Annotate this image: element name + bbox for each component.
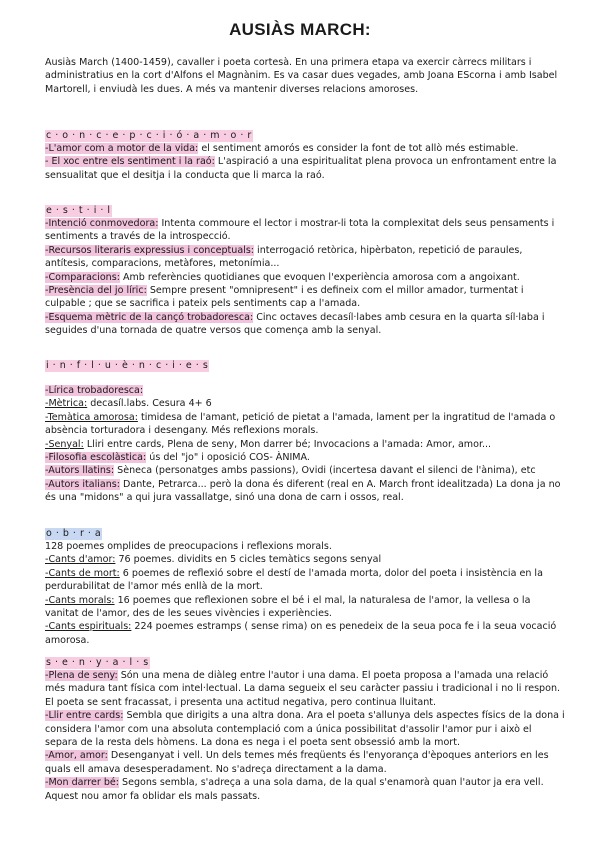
item-term: - El xoc entre els sentiment i la raó:: [45, 156, 215, 168]
list-item: [45, 464, 565, 477]
item-text: Són una mena de diàleg entre l'autor i una dama. El poeta proposa a l'amada una relació més madura tant física com intel·lectual. La dama segueix el seu caràcter passiu i tradicional i no li respon. El poeta se sent fracassat, i presenta una actitud negativa, pero continua lluitant.: [45, 670, 561, 708]
item-text: L'aspiració a una espiritualitat plena provoca un enfrontament entre la sensualitat que el desitja i la conducta que li marca la raó.: [45, 156, 557, 181]
item-term: -Intenció conmovedora:: [45, 218, 159, 229]
section-obra: [45, 521, 565, 647]
item-term: -Esquema mètric de la cançó trobadoresca:: [45, 311, 254, 323]
intro-paragraph: Ausiàs March (1400-1459), cavaller i poeta cortesà. En una primera etapa va exercir càrrecs militars i administratius en la cort d'Alfons el Magnànim. Es va casar dues vegades, amb Joana EScorna i amb Isabel Martorell, i enviudà les dues. A més va mantenir diverses relacions amoroses.: [45, 57, 558, 95]
item-text: ús del "jo" i oposició COS- ÀNIMA.: [146, 452, 310, 464]
list-item: [45, 620, 565, 647]
item-text: interrogació retòrica, hipèrbaton, repetició de paraules, antítesis, comparacions, metàfores, metonímia...: [45, 244, 523, 270]
list-item: [45, 567, 565, 594]
item-term: -Filosofia escolàstica:: [45, 452, 147, 464]
item-text: timidesa de l'amant, petició de pietat a l'amada, lament per la ingratitud de l'amada o absència torturadora i desengany. Més reflexions morals.: [45, 411, 556, 437]
list-item: [45, 217, 565, 244]
item-term: -Mon darrer bé:: [45, 777, 119, 789]
item-text: Sempre present "omnipresent" i es defineix com el millor amador, turmentat i culpable ; que se sacrifica i pateix pels sentiments cap a l'amada.: [45, 285, 524, 310]
section-estil: [45, 198, 565, 338]
item-text: Sèneca (personatges ambs passions), Ovidi (incertesa davant el silenci de l'ànima), etc: [114, 465, 536, 477]
list-item: [45, 397, 565, 410]
list-item: [45, 155, 565, 182]
list-item: [45, 749, 565, 776]
item-text: Intenta commoure el lector i mostrar-li tota la complexitat dels seus pensaments i sentiments a través de la introspecció.: [45, 218, 555, 243]
list-item: [45, 438, 565, 451]
item-text: Cinc octaves decasíl·labes amb cesura en la quarta síl·laba i seguides d'una tornada de quatre versos que comença amb la senyal.: [45, 311, 545, 337]
item-text: el sentiment amorós es consider la font de tot allò més estimable.: [198, 143, 519, 154]
item-text: 224 poemes estramps ( sense rima) on es penedeix de la seua poca fe i la seua vocació amorosa.: [45, 621, 557, 646]
page-title: AUSIÀS MARCH:: [229, 20, 371, 39]
item-term: -Amor, amor:: [45, 750, 108, 762]
item-term: -Presència del jo líric:: [45, 285, 147, 297]
item-term: -Senyal:: [45, 438, 84, 450]
list-item: [45, 384, 565, 397]
section-heading: o · b · r · a: [46, 528, 102, 539]
section-heading: e · s · t · i · l: [46, 205, 111, 216]
item-term: -Autors italians:: [45, 478, 120, 490]
item-term: -Recursos literaris expressius i conceptuals:: [45, 244, 255, 256]
item-text: decasíl.labs. Cesura 4+ 6: [87, 398, 212, 410]
list-item: [45, 411, 565, 438]
item-term: -L'amor com a motor de la vida:: [45, 143, 199, 154]
item-term: -Temàtica amorosa:: [45, 411, 138, 423]
list-item: [45, 311, 565, 338]
item-term: -Autors llatins:: [45, 465, 115, 477]
section-heading: s · e · n · y · a · l · s: [46, 657, 149, 668]
section-influencies: [45, 353, 565, 505]
item-text: Desenganyat i vell. Un dels temes més freqüents és l'enyorança d'èpoques anteriors en les quals ell amava desesperadament. No s'adreça directament a la dama.: [45, 750, 549, 775]
list-item: [45, 271, 565, 284]
list-item: [45, 142, 565, 155]
item-term: -Comparacions:: [45, 271, 120, 283]
item-term: -Cants morals:: [45, 594, 115, 606]
list-item: [45, 669, 565, 709]
item-text: Segons sembla, s'adreça a una sola dama, de la qual s'enamorà quan l'autor ja era vell. Aquest nou amor fa oblidar els mals passats.: [45, 777, 544, 802]
item-text: Dante, Petrarca... però la dona és diferent (real en A. March front idealitzada) La dona ja no és una "midons" a qui jura vassallatge, sinó una dona de carn i ossos, real.: [45, 478, 561, 504]
list-item: [45, 709, 565, 749]
section-senyals: [45, 650, 565, 803]
section-heading: c · o · n · c · e · p · c · i · ó · a · m · o · r: [46, 130, 252, 141]
section-heading: i · n · f · l · u · è · n · c · i · e · s: [46, 360, 209, 371]
list-item: [45, 776, 565, 803]
obra-intro: 128 poemes omplides de preocupacions i reflexions morals.: [45, 541, 332, 552]
item-term: -Mètrica:: [45, 398, 88, 410]
item-text: 6 poemes de reflexió sobre el destí de l'amada morta, dolor del poeta i insistència en la perdurabilitat de l'amor més enllà de la mort.: [45, 567, 543, 593]
item-text: Lliri entre cards, Plena de seny, Mon darrer bé; Invocacions a l'amada: Amor, amor...: [83, 438, 492, 450]
item-term: -Lírica trobadoresca:: [45, 385, 144, 396]
item-text: Sembla que dirigits a una altra dona. Ara el poeta s'allunya dels aspectes físics de la dona i considera l'amor com una absoluta contemplació com a única possibilitat d'assolir l'amor pur i això el separa de la resta dels hòmens. La dona es nega i el poeta sent obsessió amb la mort.: [45, 710, 565, 749]
list-item: [45, 244, 565, 271]
list-item: [45, 553, 565, 566]
list-item: [45, 284, 565, 311]
list-item: [45, 478, 565, 505]
item-term: -Llir entre cards:: [45, 710, 124, 722]
item-text: 76 poemes. dividits en 5 cicles temàtics segons senyal: [115, 554, 382, 566]
item-term: -Cants d'amor:: [45, 554, 116, 566]
item-text: Amb referències quotidianes que evoquen l'experiència amorosa com a angoixant.: [119, 271, 520, 283]
list-item: [45, 451, 565, 464]
item-term: -Plena de seny:: [45, 670, 118, 681]
item-text: 16 poemes que reflexionen sobre el bé i el mal, la naturalesa de l'amor, la vellesa o la vanitat de l'amor, des de les seues vivències i experiències.: [45, 594, 531, 620]
list-item: [45, 594, 565, 621]
section-concepcio: [45, 123, 565, 182]
item-term: -Cants espirituals:: [45, 621, 132, 633]
item-term: -Cants de mort:: [45, 567, 120, 579]
